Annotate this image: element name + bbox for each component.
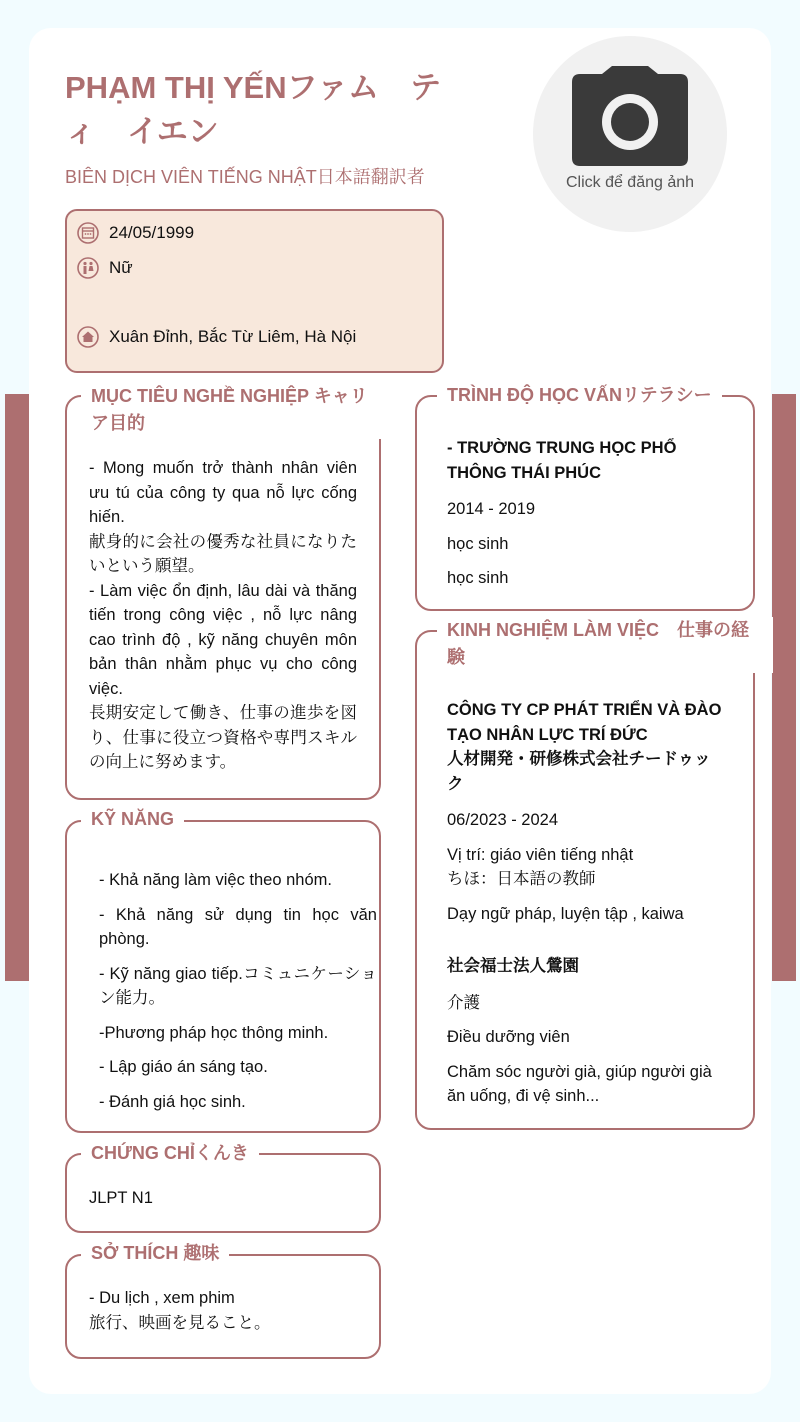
gender-icon	[77, 257, 99, 279]
experience-body[interactable]	[447, 698, 723, 1109]
skill-item: - Khả năng sử dụng tin học văn phòng.	[99, 905, 377, 948]
personal-info-box	[65, 209, 444, 373]
skill-item: - Đánh giá học sinh.	[99, 1092, 246, 1111]
job-position-jp: ちほ：日本語の教師	[447, 870, 596, 888]
school-name: - TRƯỜNG TRUNG HỌC PHỔ THÔNG THÁI PHÚC	[447, 439, 677, 482]
hobby-line: - Du lịch , xem phim	[89, 1289, 235, 1307]
education-major: học sinh	[447, 534, 509, 553]
camera-icon	[572, 64, 688, 166]
job-company-jp: 人材開発・研修株式会社チードゥック	[447, 750, 711, 793]
hobbies-body[interactable]	[89, 1286, 357, 1335]
job-description: Dạy ngữ pháp, luyện tập , kaiwa	[447, 904, 684, 923]
objective-line: 献身的に会社の優秀な社員になりたいという願望。	[89, 532, 357, 575]
skill-item: - Khả năng làm việc theo nhóm.	[99, 871, 332, 889]
skill-item: - Lập giáo án sáng tạo.	[99, 1058, 268, 1076]
certificates-title[interactable]: CHỨNG CHỈくんき	[81, 1140, 259, 1167]
education-period: 2014 - 2019	[447, 500, 536, 518]
skill-item: -Phương pháp học thông minh.	[99, 1023, 329, 1042]
education-body[interactable]	[447, 436, 717, 591]
certificate-value[interactable]: JLPT N1	[89, 1189, 153, 1207]
gender-value[interactable]: Nữ	[109, 258, 133, 277]
job-period: 介護	[447, 993, 480, 1012]
job-company: CÔNG TY CP PHÁT TRIỂN VÀ ĐÀO TẠO NHÂN LỰC TRÍ ĐỨC	[447, 701, 722, 744]
decorative-stripe-left	[5, 394, 29, 981]
birthdate-row	[77, 222, 194, 244]
calendar-icon	[77, 222, 99, 244]
gender-row	[77, 257, 133, 279]
hobbies-title[interactable]: SỞ THÍCH 趣味	[81, 1240, 229, 1267]
objective-line: - Mong muốn trở thành nhân viên ưu tú của công ty qua nỗ lực cống hiến.	[89, 459, 357, 526]
address-row	[77, 326, 356, 348]
job-period: 06/2023 - 2024	[447, 811, 559, 829]
avatar-upload[interactable]	[533, 36, 727, 232]
home-icon	[77, 326, 99, 348]
job-position: Điều dưỡng viên	[447, 1028, 570, 1046]
education-title[interactable]: TRÌNH ĐỘ HỌC VẤNリテラシー	[437, 382, 722, 409]
skills-body[interactable]	[99, 868, 377, 1114]
candidate-name[interactable]: PHẠM THỊ YẾNファム ティ イエン	[65, 70, 441, 149]
job-title[interactable]: BIÊN DỊCH VIÊN TIẾNG NHẬT日本語翻訳者	[65, 167, 425, 187]
education-description: học sinh	[447, 569, 509, 587]
skill-item: - Kỹ năng giao tiếp.コミュニケーション能力。	[99, 964, 377, 1007]
hobby-line: 旅行、映画を見ること。	[89, 1313, 271, 1332]
birthdate-value[interactable]: 24/05/1999	[109, 223, 195, 242]
job-company: 社会福士法人鶯園	[447, 957, 579, 975]
objective-title[interactable]: MỤC TIÊU NGHỀ NGHIỆP キャリア目的	[81, 383, 391, 439]
job-position: Vị trí: giáo viên tiếng nhật	[447, 845, 634, 864]
objective-line: - Làm việc ổn định, lâu dài và thăng tiến trong công việc , nỗ lực nâng cao trình độ , kỹ năng chuyên môn bản thân nhằm phục vụ cho công việc.	[89, 581, 357, 698]
objective-line: 長期安定して働き、仕事の進歩を図り、仕事に役立つ資格や専門スキルの向上に努めます。	[89, 704, 357, 771]
decorative-stripe-right	[772, 394, 796, 981]
job-description: Chăm sóc người già, giúp người già ăn uống, đi vệ sinh...	[447, 1062, 712, 1105]
skills-title[interactable]: KỸ NĂNG	[81, 806, 184, 833]
avatar-caption: Click để đăng ảnh	[565, 174, 695, 191]
experience-title[interactable]: KINH NGHIỆM LÀM VIỆC 仕事の経験	[437, 617, 773, 673]
objective-body[interactable]	[89, 456, 357, 775]
address-value[interactable]: Xuân Đỉnh, Bắc Từ Liêm, Hà Nội	[109, 327, 357, 346]
